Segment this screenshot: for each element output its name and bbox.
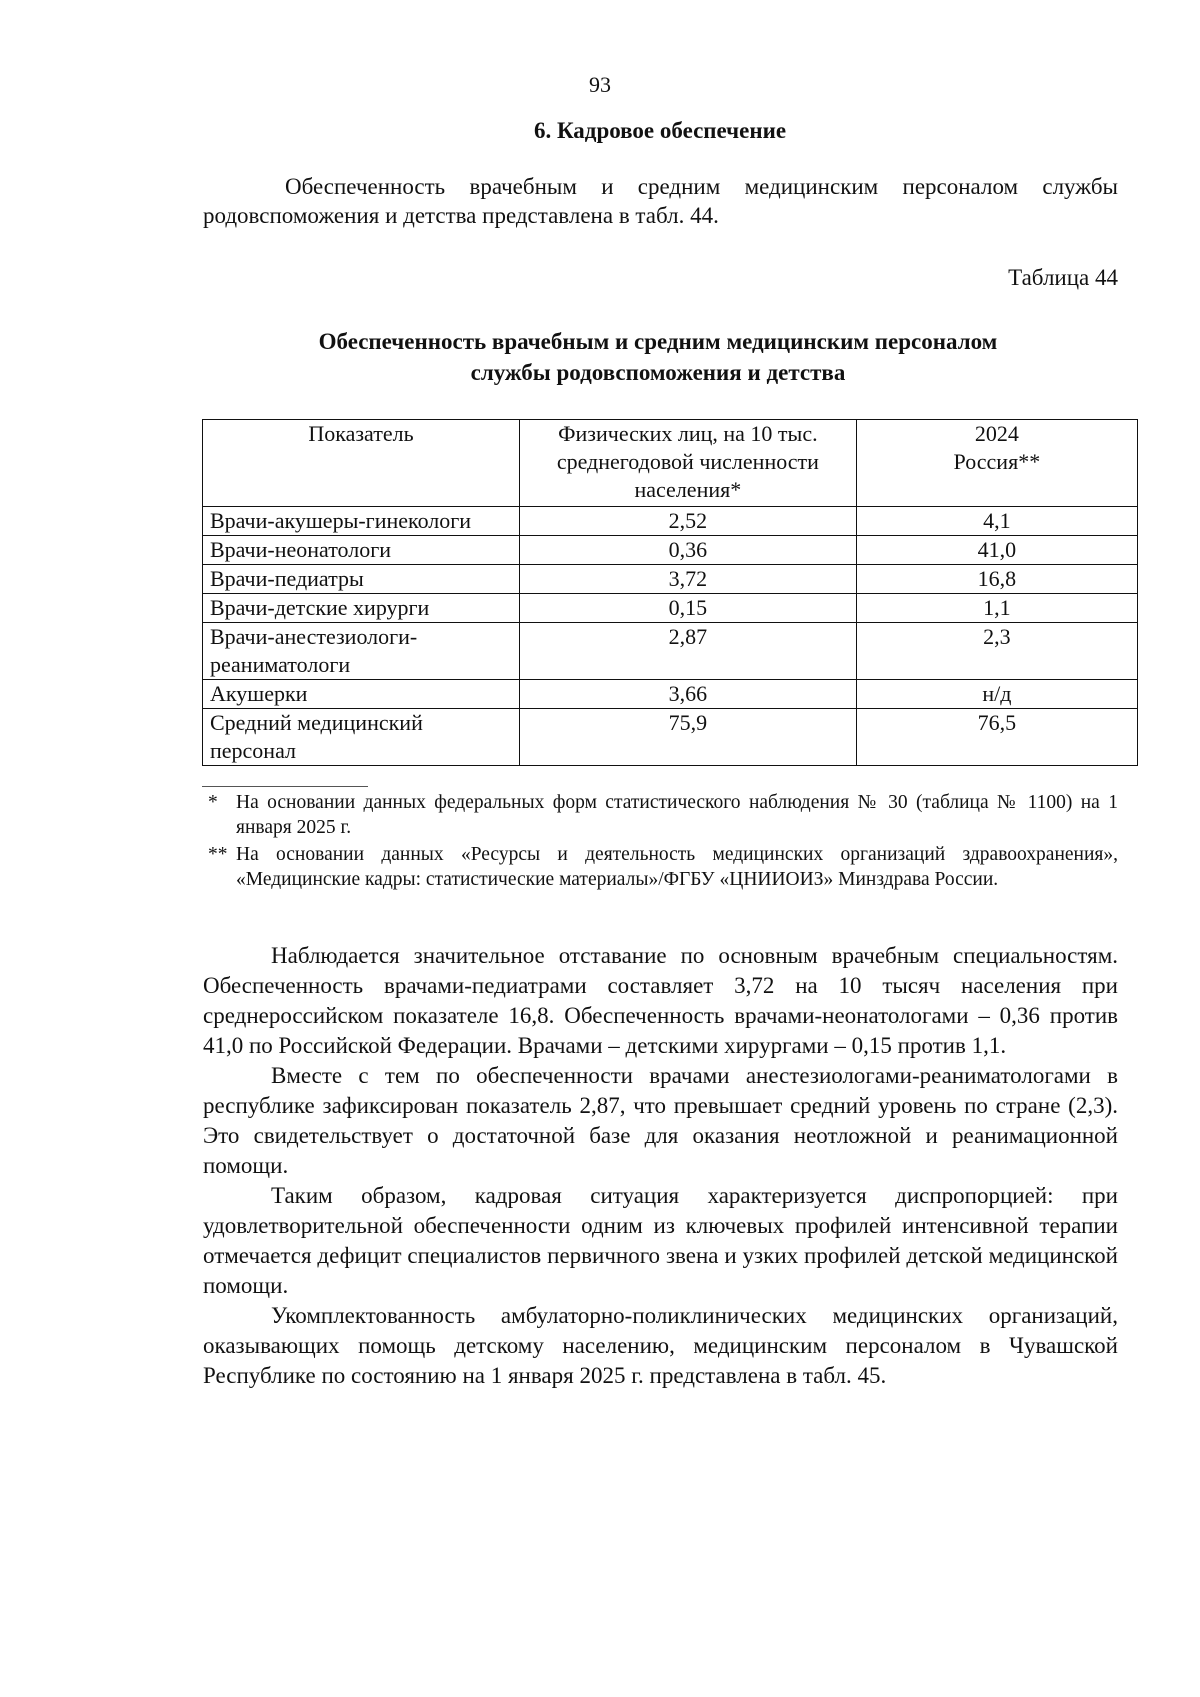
table-caption-line-1: Обеспеченность врачебным и средним медицинским персоналом: [318, 329, 998, 354]
table-row: [203, 709, 1138, 766]
footnote: [202, 842, 1118, 892]
row-russia: 4,1: [856, 507, 1137, 536]
header-russia-year: 2024: [974, 421, 1019, 446]
body-paragraph: Наблюдается значительное отставание по основным врачебным специальностям. Обеспеченность врачами-педиатрами составляет 3,72 на 10 тысяч населения при среднероссийском показателе 16,8. Обеспеченность врачами-неонатологами – 0,36 против 41,0 по Российской Федерации. Врачами – детскими хирургами – 0,15 против 1,1.: [203, 943, 1118, 1058]
row-russia: 16,8: [856, 565, 1137, 594]
table-row: [203, 623, 1138, 680]
footnote-text: На основании данных федеральных форм статистического наблюдения № 30 (таблица № 1100) на 1 января 2025 г.: [236, 792, 1118, 838]
row-russia: н/д: [856, 680, 1137, 709]
row-indicator: Врачи-неонатологи: [203, 536, 520, 565]
body-paragraph: Таким образом, кадровая ситуация характеризуется диспропорцией: при удовлетворительной обеспеченности одним из ключевых профилей интенсивной терапии отмечается дефицит специалистов первичного звена и узких профилей детской медицинской помощи.: [203, 1183, 1118, 1298]
row-russia: 76,5: [856, 709, 1137, 766]
footnote-mark: *: [208, 792, 218, 813]
row-indicator: Врачи-акушеры-гинекологи: [203, 507, 520, 536]
footnote-mark: **: [208, 844, 228, 865]
row-indicator: Врачи-детские хирурги: [203, 594, 520, 623]
intro-paragraph: Обеспеченность врачебным и средним медицинским персоналом службы родовспоможения и детства представлена в табл. 44.: [203, 174, 1118, 228]
table-row: [203, 507, 1138, 536]
row-indicator: Врачи-анестезиологи-реаниматологи: [203, 623, 520, 680]
page-number: 93: [589, 72, 611, 97]
row-value: 75,9: [519, 709, 856, 766]
row-indicator: Акушерки: [203, 680, 520, 709]
table-header-row: [203, 420, 1138, 507]
footnote-divider: [202, 786, 368, 787]
table-row: [203, 536, 1138, 565]
row-indicator: Средний медицинский персонал: [203, 709, 520, 766]
header-russia-label: Россия**: [953, 449, 1041, 474]
table-row: [203, 594, 1138, 623]
row-russia: 2,3: [856, 623, 1137, 680]
footnotes: [202, 790, 1118, 894]
row-russia: 41,0: [856, 536, 1137, 565]
table-caption-line-2: службы родовспоможения и детства: [470, 360, 846, 385]
header-indicator: Показатель: [203, 420, 520, 507]
footnote: [202, 790, 1118, 840]
row-value: 0,36: [519, 536, 856, 565]
row-value: 2,52: [519, 507, 856, 536]
table-label: Таблица 44: [1008, 265, 1118, 290]
table-row: [203, 680, 1138, 709]
section-title: 6. Кадровое обеспечение: [533, 118, 787, 143]
body-text: [203, 941, 1118, 1391]
table-caption: [0, 326, 1200, 388]
row-russia: 1,1: [856, 594, 1137, 623]
row-value: 3,72: [519, 565, 856, 594]
header-physical-persons: Физических лиц, на 10 тыс. среднегодовой численности населения*: [519, 420, 856, 507]
row-value: 0,15: [519, 594, 856, 623]
body-paragraph: Укомплектованность амбулаторно-поликлинических медицинских организаций, оказывающих помощь детскому населению, медицинским персоналом в Чувашской Республике по состоянию на 1 января 2025 г. представлена в табл. 45.: [203, 1303, 1118, 1388]
table-row: [203, 565, 1138, 594]
header-russia: [856, 420, 1137, 507]
staffing-table: [202, 419, 1138, 766]
row-indicator: Врачи-педиатры: [203, 565, 520, 594]
footnote-text: На основании данных «Ресурсы и деятельность медицинских организаций здравоохранения», «Медицинские кадры: статистические материалы»/ФГБУ «ЦНИИОИЗ» Минздрава России.: [236, 844, 1118, 890]
body-paragraph: Вместе с тем по обеспеченности врачами анестезиологами-реаниматологами в республике зафиксирован показатель 2,87, что превышает средний уровень по стране (2,3). Это свидетельствует о достаточной базе для оказания неотложной и реанимационной помощи.: [203, 1063, 1118, 1178]
row-value: 2,87: [519, 623, 856, 680]
row-value: 3,66: [519, 680, 856, 709]
